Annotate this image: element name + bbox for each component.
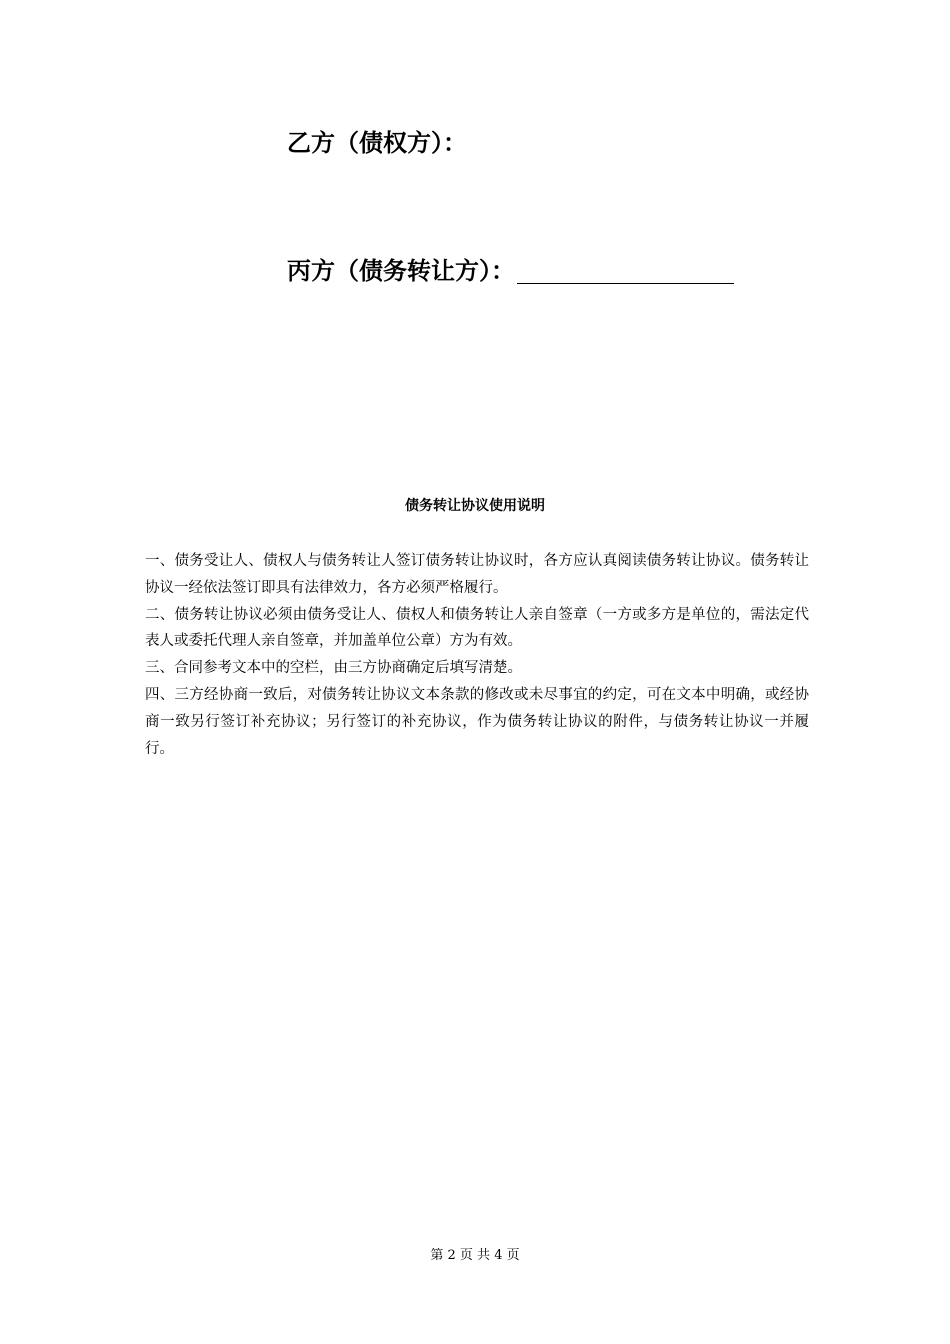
usage-note-item-2: 二、债务转让协议必须由债务受让人、债权人和债务转让人亲自签章（一方或多方是单位的，需法定代表人或委托代理人亲自签章，并加盖单位公章）方为有效。 xyxy=(145,606,809,650)
usage-note-item-3: 三、合同参考文本中的空栏，由三方协商确定后填写清楚。 xyxy=(145,660,522,677)
usage-note-item-4: 四、三方经协商一致后，对债务转让协议文本条款的修改或未尽事宜的约定，可在文本中明确，或经协商一致另行签订补充协议；另行签订的补充协议，作为债务转让协议的附件，与债务转让协议一并履行。 xyxy=(145,686,809,757)
page-number-footer: 第 2 页 共 4 页 xyxy=(430,1248,520,1263)
party-b-signature-line xyxy=(287,128,467,158)
usage-notes-body xyxy=(145,548,809,762)
usage-note-item-1: 一、债务受让人、债权人与债务转让人签订债务转让协议时，各方应认真阅读债务转让协议。债务转让协议一经依法签订即具有法律效力，各方必须严格履行。 xyxy=(145,553,809,596)
usage-notes-title: 债务转让协议使用说明 xyxy=(405,498,545,514)
party-c-label: 丙方（债务转让方）： xyxy=(287,257,515,285)
party-b-label: 乙方（债权方）： xyxy=(287,129,467,157)
party-c-signature-line xyxy=(287,256,734,286)
party-c-signature-blank xyxy=(517,259,734,284)
